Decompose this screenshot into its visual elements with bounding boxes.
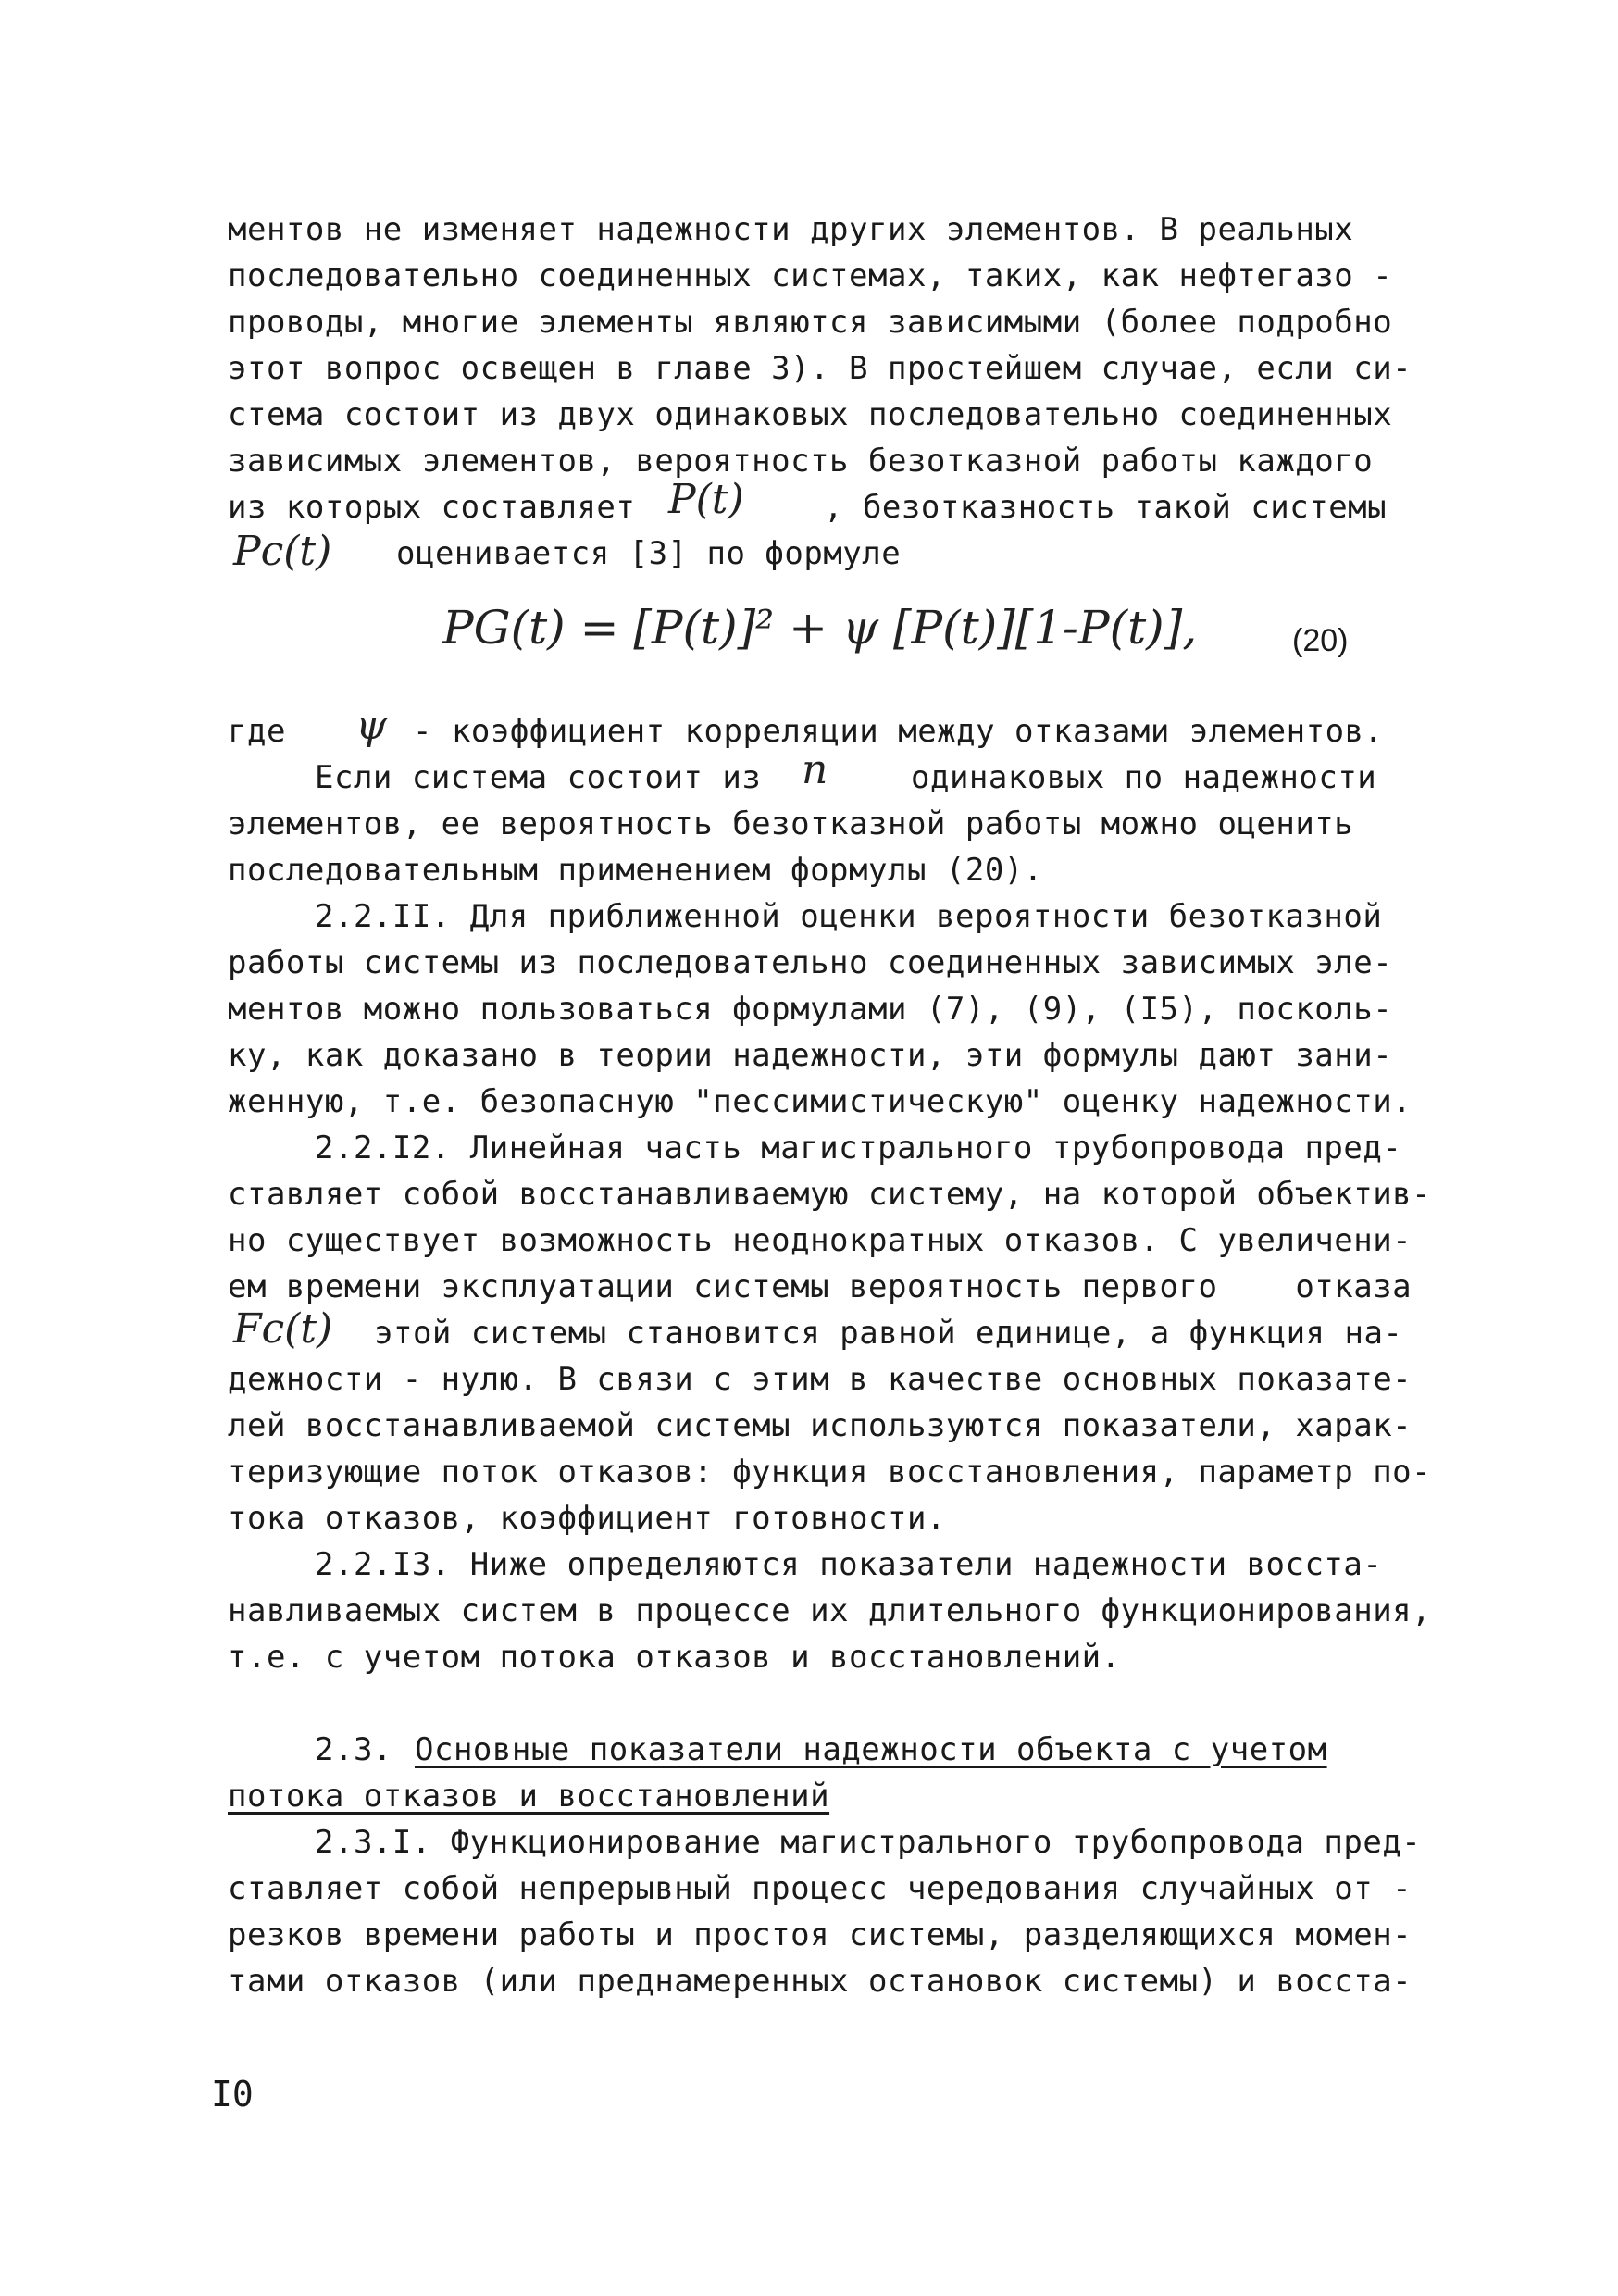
text-line: элементов, ее вероятность безотказной работы можно оценить	[228, 805, 1354, 842]
text-line: оценивается [3] по формуле	[396, 535, 902, 572]
formula-20: PG(t) = [P(t)]² + ψ [P(t)][1-P(t)],	[442, 601, 1198, 655]
text-line: ку, как доказано в теории надежности, эти формулы дают зани-	[228, 1037, 1393, 1074]
math-fc-t: Fc(t)	[233, 1305, 333, 1353]
text-line: теризующие поток отказов: функция восстановления, параметр по-	[228, 1454, 1432, 1491]
text-line: 2.3.I. Функционирование магистрального трубопровода пред-	[315, 1824, 1422, 1861]
text-line: ставляет собой непрерывный процесс чередования случайных от -	[228, 1870, 1413, 1907]
section-title: Основные показатели надежности объекта с учетом	[415, 1731, 1327, 1768]
math-pc-t: Pc(t)	[233, 528, 332, 575]
text-line: , безотказность такой системы	[824, 489, 1388, 526]
math-psi: ψ	[355, 702, 388, 749]
text-line: этой системы становится равной единице, а функция на-	[374, 1315, 1403, 1352]
text-line: Если система состоит из	[315, 759, 762, 796]
text-line: ментов не изменяет надежности других элементов. В реальных	[228, 211, 1354, 248]
text-line: проводы, многие элементы являются зависимыми (более подробно	[228, 304, 1393, 341]
text-line: ментов можно пользоваться формулами (7), (9), (I5), посколь-	[228, 991, 1393, 1028]
text-line: резков времени работы и простоя системы, разделяющихся момен-	[228, 1916, 1413, 1953]
text-line: дежности - нулю. В связи с этим в качестве основных показате-	[228, 1361, 1413, 1398]
text-line: ставляет собой восстанавливаемую систему, на которой объектив-	[228, 1176, 1432, 1213]
text-line: навливаемых систем в процессе их длительного функционирования,	[228, 1592, 1432, 1629]
text-line: одинаковых по надежности	[911, 759, 1377, 796]
text-line: тами отказов (или преднамеренных остановок системы) и восста-	[228, 1963, 1413, 2000]
text-line: где	[228, 713, 286, 750]
text-line: тока отказов, коэффициент готовности.	[228, 1500, 946, 1537]
text-line: работы системы из последовательно соединенных зависимых эле-	[228, 944, 1393, 981]
text-line: 2.2.II. Для приближенной оценки вероятности безотказной	[315, 898, 1383, 935]
text-line: этот вопрос освещен в главе 3). В простейшем случае, если си-	[228, 350, 1413, 387]
text-line: последовательным применением формулы (20).	[228, 852, 1043, 889]
text-line: 2.2.I2. Линейная часть магистрального трубопровода пред-	[315, 1129, 1402, 1167]
text-line: но существует возможность неоднократных отказов. С увеличени-	[228, 1222, 1413, 1259]
text-line: ем времени эксплуатации системы вероятность первого отказа	[228, 1268, 1413, 1305]
text-line: зависимых элементов, вероятность безотказной работы каждого	[228, 443, 1374, 480]
text-line: - коэффициент корреляции между отказами элементов.	[413, 713, 1384, 750]
page-number: I0	[211, 2074, 254, 2115]
text-line: стема состоит из двух одинаковых последовательно соединенных	[228, 396, 1393, 433]
text-line: лей восстанавливаемой системы используются показатели, харак-	[228, 1407, 1413, 1444]
section-number: 2.3.	[315, 1731, 392, 1768]
text-line: 2.2.I3. Ниже определяются показатели надежности восста-	[315, 1546, 1383, 1583]
text-line: т.е. с учетом потока отказов и восстановлений.	[228, 1639, 1121, 1676]
math-n: n	[802, 746, 828, 793]
text-line: из которых составляет	[228, 489, 636, 526]
math-p-t: P(t)	[668, 476, 744, 523]
section-title: потока отказов и восстановлений	[228, 1778, 830, 1815]
text-line: женную, т.е. безопасную "пессимистическую" оценку надежности.	[228, 1083, 1413, 1120]
equation-number: (20)	[1292, 623, 1349, 658]
text-line: последовательно соединенных системах, таких, как нефтегазо -	[228, 257, 1393, 294]
